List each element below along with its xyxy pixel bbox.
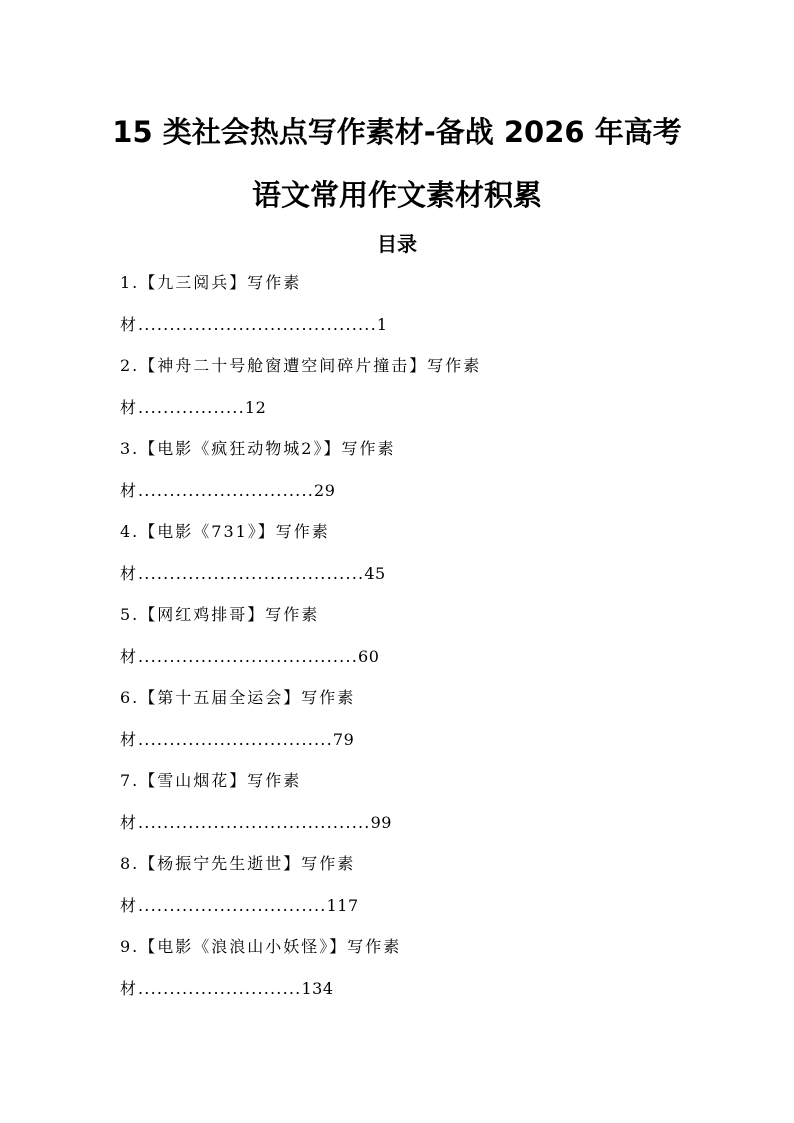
toc-entry-label: 6.【第十五届全运会】写作素: [120, 688, 356, 707]
document-title-line-2: 语文常用作文素材积累: [251, 178, 542, 212]
toc-entry-label: 3.【电影《疯狂动物城2》】写作素: [120, 439, 396, 458]
toc-entry-5[interactable]: [120, 600, 680, 683]
toc-entry-dots: ......................................: [138, 315, 377, 334]
toc-entry-dots: ...............................: [138, 730, 333, 749]
toc-entry-3[interactable]: [120, 434, 680, 517]
toc-entry-leader: [120, 729, 354, 751]
toc-entry-label: 4.【电影《731》】写作素: [120, 522, 330, 541]
toc-entry-leader: [120, 895, 359, 917]
toc-entry-page-number: 99: [370, 813, 392, 832]
toc-entry-label: 2.【神舟二十号舱窗遭空间碎片撞击】写作素: [120, 356, 482, 375]
toc-entry-label: 7.【雪山烟花】写作素: [120, 771, 302, 790]
toc-entry-9[interactable]: [120, 932, 680, 1015]
toc-entry-page-number: 134: [301, 979, 334, 998]
toc-entry-tail: 材: [120, 730, 139, 749]
document-title-line-1: 15 类社会热点写作素材-备战 2026 年高考: [112, 115, 682, 149]
toc-entry-label: 8.【杨振宁先生逝世】写作素: [120, 854, 356, 873]
toc-entry-page-number: 29: [314, 481, 336, 500]
toc-entry-dots: ..............................: [138, 896, 327, 915]
toc-entry-page-number: 60: [358, 647, 380, 666]
toc-entry-page-number: 117: [326, 896, 359, 915]
toc-entry-tail: 材: [120, 398, 139, 417]
toc-entry-tail: 材: [120, 813, 139, 832]
toc-entry-leader: [120, 397, 266, 419]
table-of-contents: [120, 268, 680, 1015]
toc-entry-label: 1.【九三阅兵】写作素: [120, 273, 302, 292]
toc-entry-dots: ..........................: [138, 979, 302, 998]
toc-entry-page-number: 1: [376, 315, 388, 334]
toc-entry-label: 5.【网红鸡排哥】写作素: [120, 605, 320, 624]
toc-entry-4[interactable]: [120, 517, 680, 600]
toc-entry-page-number: 12: [244, 398, 267, 417]
toc-entry-tail: 材: [120, 979, 139, 998]
toc-entry-dots: .....................................: [138, 813, 371, 832]
toc-entry-leader: [120, 646, 379, 668]
toc-entry-dots: ............................: [138, 481, 315, 500]
toc-entry-8[interactable]: [120, 849, 680, 932]
toc-entry-leader: [120, 978, 334, 1000]
toc-entry-leader: [120, 812, 392, 834]
toc-entry-page-number: 79: [332, 730, 355, 749]
toc-entry-tail: 材: [120, 481, 139, 500]
toc-entry-tail: 材: [120, 647, 139, 666]
toc-entry-dots: ....................................: [138, 564, 365, 583]
toc-entry-tail: 材: [120, 896, 139, 915]
toc-entry-leader: [120, 314, 388, 336]
toc-heading: 目录: [377, 232, 417, 256]
toc-entry-page-number: 45: [364, 564, 386, 583]
toc-entry-dots: .................: [138, 398, 245, 417]
toc-entry-leader: [120, 563, 386, 585]
toc-entry-7[interactable]: [120, 766, 680, 849]
toc-entry-label: 9.【电影《浪浪山小妖怪》】写作素: [120, 937, 402, 956]
toc-entry-6[interactable]: [120, 683, 680, 766]
toc-entry-dots: ...................................: [138, 647, 359, 666]
toc-entry-tail: 材: [120, 315, 139, 334]
toc-entry-leader: [120, 480, 335, 502]
toc-entry-1[interactable]: [120, 268, 680, 351]
toc-entry-2[interactable]: [120, 351, 680, 434]
toc-entry-tail: 材: [120, 564, 139, 583]
